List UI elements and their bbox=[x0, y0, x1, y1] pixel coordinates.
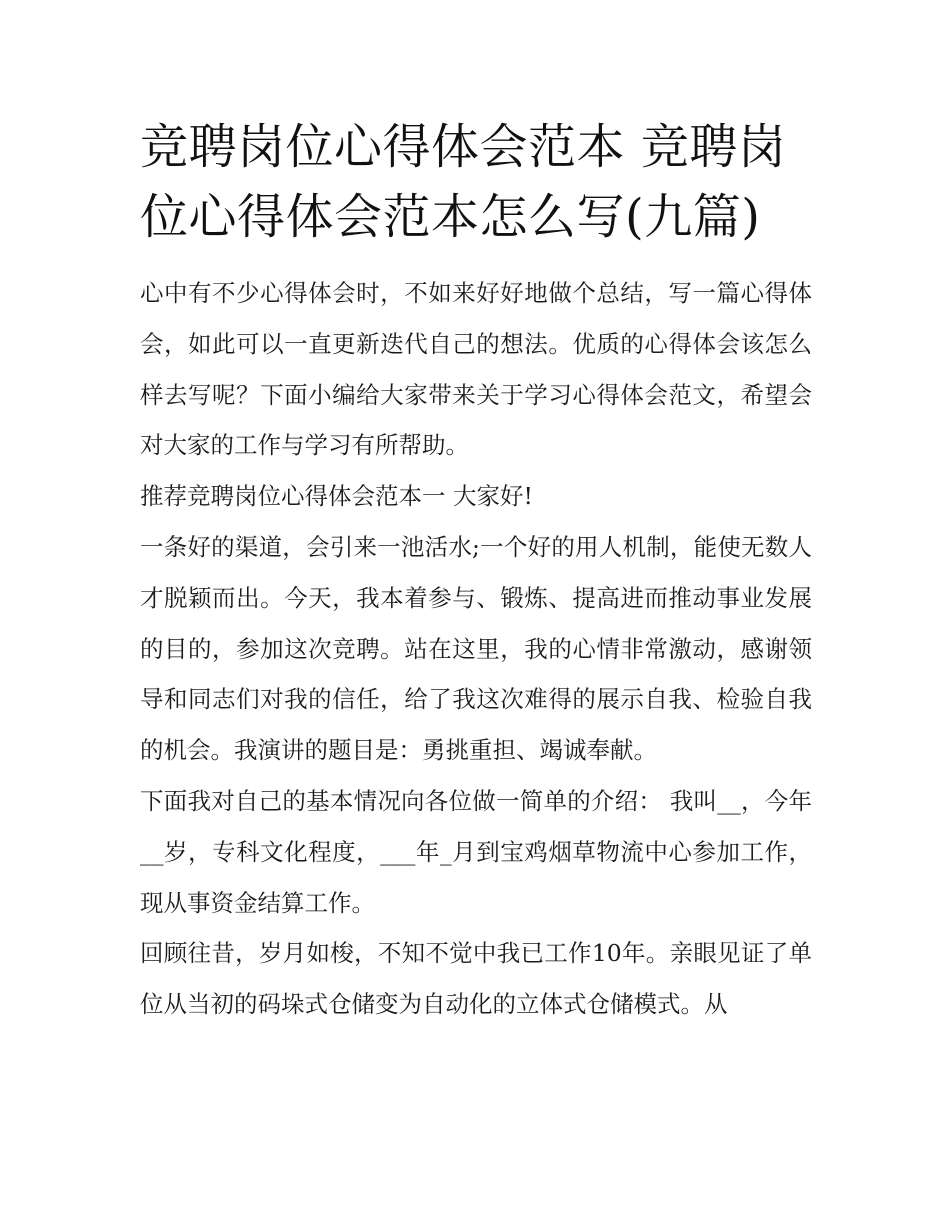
paragraph-review: 回顾往昔，岁月如梭，不知不觉中我已工作10年。亲眼见证了单位从当初的码垛式仓储变为自动化的立体式仓储模式。从 bbox=[140, 939, 812, 1019]
document-body bbox=[140, 268, 812, 1030]
paragraph-greeting: 推荐竞聘岗位心得体会范本一 大家好! bbox=[140, 482, 533, 511]
paragraph-intro: 心中有不少心得体会时，不如来好好地做个总结，写一篇心得体会，如此可以一直更新迭代自己的想法。优质的心得体会该怎么样去写呢？下面小编给大家带来关于学习心得体会范文，希望会对大家的工作与学习有所帮助。 bbox=[140, 279, 812, 460]
paragraph-opening: 一条好的渠道，会引来一池活水;一个好的用人机制，能使无数人才脱颖而出。今天，我本着参与、锻炼、提高进而推动事业发展的目的，参加这次竞聘。站在这里，我的心情非常激动，感谢领导和同志们对我的信任，给了我这次难得的展示自我、检验自我的机会。我演讲的题目是：勇挑重担、竭诚奉献。 bbox=[140, 532, 812, 765]
document-page bbox=[140, 112, 812, 1030]
document-title: 竞聘岗位心得体会范本 竞聘岗位心得体会范本怎么写(九篇) bbox=[140, 119, 787, 245]
paragraph-self-intro: 下面我对自己的基本情况向各位做一简单的介绍： 我叫__，今年__岁，专科文化程度，___年_月到宝鸡烟草物流中心参加工作，现从事资金结算工作。 bbox=[140, 786, 812, 917]
